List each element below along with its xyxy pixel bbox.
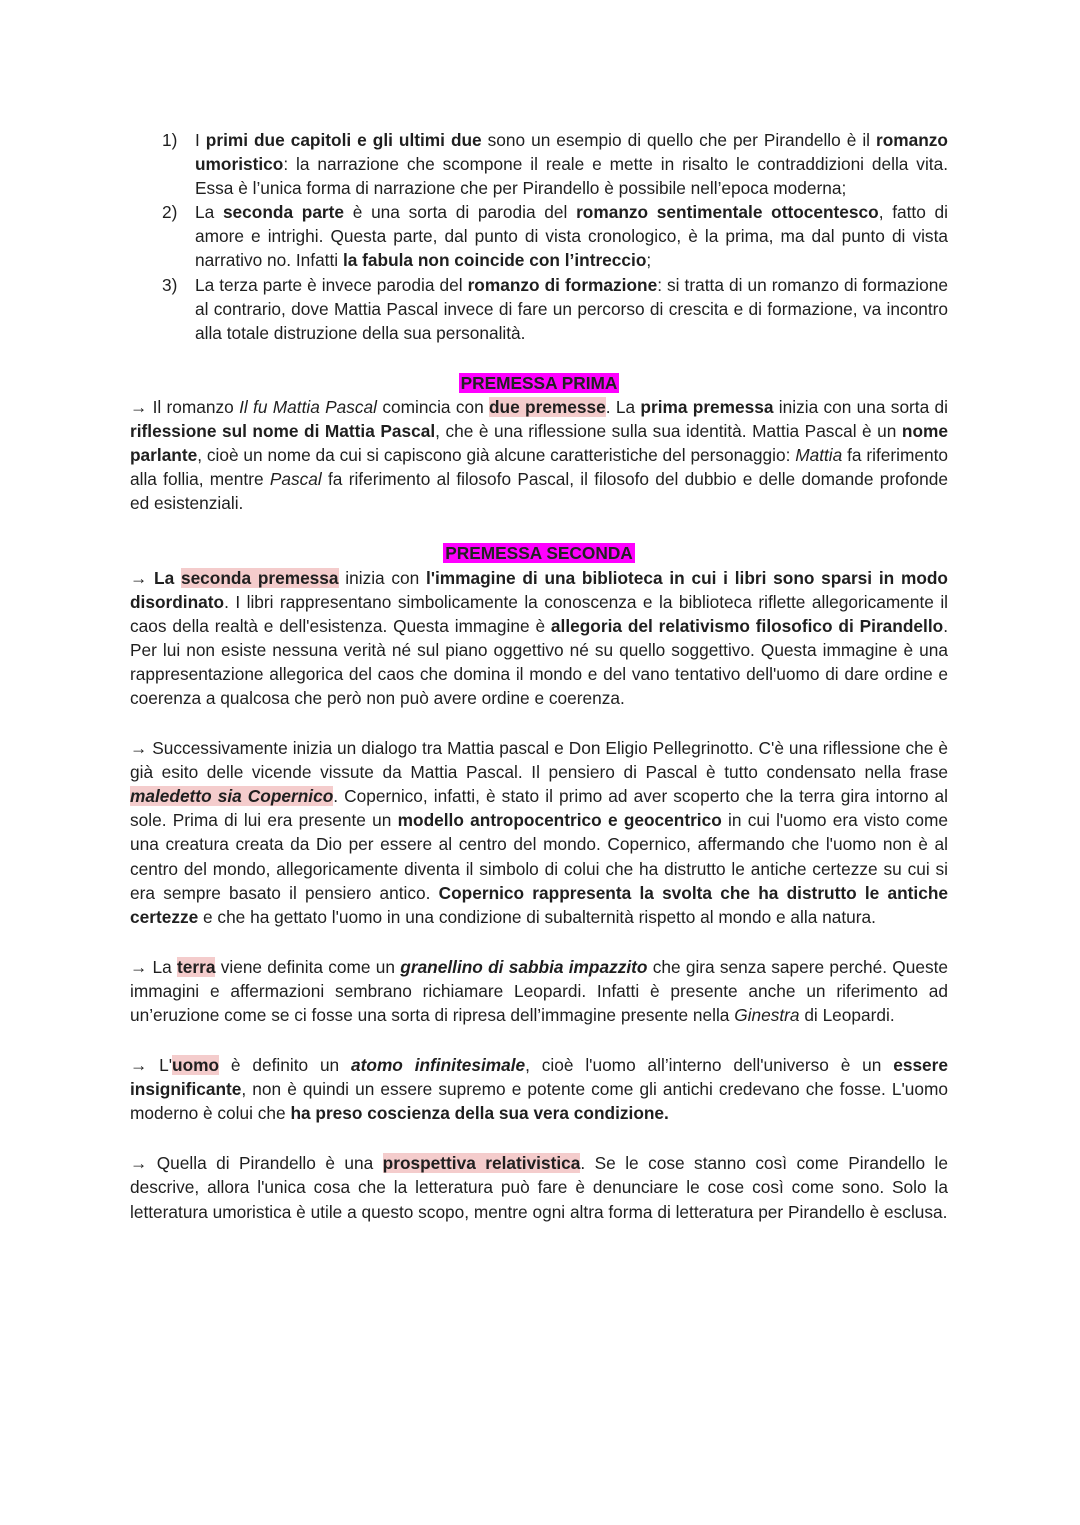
bold-run: ha preso coscienza della sua vera condizione.: [290, 1103, 669, 1124]
bold-run: allegoria del relativismo filosofico di Pirandello: [550, 615, 944, 636]
paragraph: [130, 1151, 948, 1223]
text-run: è una sorta di parodia del: [344, 202, 577, 223]
text-run: , fatto di amore e intrighi. Questa parte, dal punto di vista cronologico, è la prima, ma dal punto di vista narrativo no. Infatti: [195, 202, 949, 271]
text-run: . I libri rappresentano simbolicamente la conoscenza e la biblioteca riflette allegoricamente il caos della realtà e dell'esistenza. Questa immagine è: [130, 591, 948, 636]
bold-run: Copernico rappresenta la svolta che ha distrutto le antiche certezze: [130, 882, 948, 927]
bold-run: romanzo di formazione: [467, 274, 658, 295]
paragraph: [130, 1053, 948, 1125]
bold-run: romanzo umoristico: [195, 130, 948, 175]
highlighted-term: prospettiva relativistica: [382, 1153, 581, 1174]
text-run: . Per lui non esiste nessuna verità né sul piano oggettivo né su quello soggettivo. Questa immagine è una rappresentazione allegorica del caos che domina il mondo e del vano tentativo dell'uomo di dare ordine e coerenza a qualcosa che però non può avere ordine e coerenza.: [130, 615, 948, 708]
text-run: La terza parte è invece parodia del: [195, 274, 468, 295]
italic-run: Mattia: [795, 445, 843, 466]
list-number: 1): [162, 130, 178, 150]
text-run: che gira senza sapere perché. Queste immagini e affermazioni sembrano richiamare Leopardi. Infatti è presente anche un riferimento ad un’eruzione come se ci fosse una sorta di ripresa dell’immagine presente nella: [130, 956, 949, 1025]
section-heading-premessa-prima: [130, 371, 948, 395]
highlighted-term: terra: [177, 956, 216, 977]
text-run: → La: [130, 956, 178, 977]
text-run: : si tratta di un romanzo di formazione al contrario, dove Mattia Pascal invece di fare un percorso di crescita e di formazione, va incontro alla totale distruzione della sua personalità.: [195, 274, 948, 343]
heading-text: PREMESSA SECONDA: [445, 543, 633, 564]
text-run: La: [195, 202, 223, 223]
highlighted-term: seconda premessa: [180, 567, 339, 588]
bold-run: primi due capitoli e gli ultimi due: [205, 130, 482, 150]
list-number: 3): [162, 274, 178, 295]
list-item: [130, 128, 948, 200]
text-run: in cui l'uomo era visto come una creatura creata da Dio per essere al centro del mondo. Copernico, affermando che l'uomo non è al centro del mondo, allegoricamente diventa il simbolo di colui che ha distrutto le antiche certezze su cui si era sempre basato il pensiero antico.: [130, 810, 948, 903]
bold-run: seconda parte: [222, 202, 345, 223]
text-run: comincia con: [377, 396, 489, 417]
text-run: I: [195, 130, 206, 150]
highlighted-term: uomo: [172, 1055, 220, 1076]
bold-run: prima premessa: [640, 396, 774, 417]
bold-italic-run: atomo infinitesimale: [351, 1055, 526, 1076]
highlighted-term: maledetto sia Copernico: [130, 786, 334, 807]
text-run: , cioè l'uomo all’interno dell'universo è un: [525, 1055, 894, 1076]
list-item-text: [195, 202, 948, 270]
text-run: . La: [605, 396, 641, 417]
text-run: → Successivamente inizia un dialogo tra Mattia pascal e Don Eligio Pellegrinotto. C'è una riflessione che è già esito delle vicende vissute da Mattia Pascal. Il pensiero di Pascal è tutto condensato nella frase: [130, 738, 948, 783]
text-run: di Leopardi.: [799, 1005, 895, 1025]
numbered-list: [130, 128, 948, 345]
bold-run: nome parlante: [130, 421, 949, 466]
bold-run: romanzo sentimentale ottocentesco: [576, 202, 879, 223]
paragraph: [130, 395, 948, 515]
text-run: fa riferimento al filosofo Pascal, il filosofo del dubbio e delle domande profonde ed esistenziali.: [130, 469, 948, 514]
bold-run: l'immagine di una biblioteca in cui i libri sono sparsi in modo disordinato: [130, 567, 948, 612]
bold-run: → La: [130, 567, 181, 588]
text-run: e che ha gettato l'uomo in una condizione di subalternità rispetto al mondo e alla natura.: [198, 906, 876, 927]
text-run: , che è una riflessione sulla sua identità. Mattia Pascal è un: [435, 421, 902, 442]
bold-run: la fabula non coincide con l’intreccio: [342, 250, 647, 271]
list-item-text: [195, 130, 948, 198]
text-run: inizia con una sorta di: [773, 396, 948, 417]
highlighted-term: due premesse: [489, 396, 606, 417]
document-page: [130, 128, 948, 1224]
text-run: , non è quindi un essere supremo e potente come gli antichi credevano che fosse. L'uomo moderno è colui che: [130, 1079, 948, 1124]
italic-run: Il fu Mattia Pascal: [239, 396, 378, 417]
text-run: → Quella di Pirandello è una: [130, 1153, 383, 1174]
text-run: . Se le cose stanno così come Pirandello le descrive, allora l'unica cosa che la letteratura può fare è denunciare le cose così come sono. Solo la letteratura umoristica è utile a questo scopo, mentre ogni altra forma di letteratura per Pirandello è esclusa.: [130, 1153, 948, 1222]
paragraph: [130, 955, 948, 1027]
section-heading-premessa-seconda: [130, 541, 948, 565]
list-item: [130, 273, 948, 345]
text-run: → L': [130, 1055, 173, 1076]
text-run: . Copernico, infatti, è stato il primo ad aver scoperto che la terra gira intorno al sole. Prima di lui era presente un: [130, 786, 948, 831]
list-number: 2): [162, 202, 178, 223]
paragraph: [130, 736, 948, 929]
heading-text: PREMESSA PRIMA: [460, 372, 618, 393]
italic-run: Pascal: [269, 469, 322, 490]
text-run: : la narrazione che scompone il reale e mette in risalto le contraddizioni della vita. Essa è l’unica forma di narrazione che per Pirandello è possibile nell’epoca moderna;: [195, 154, 948, 199]
list-item-text: [195, 275, 948, 343]
bold-run: essere insignificante: [130, 1055, 948, 1100]
italic-run: Ginestra: [734, 1005, 800, 1025]
text-run: sono un esempio di quello che per Pirandello è il: [481, 130, 876, 150]
bold-run: riflessione sul nome di Mattia Pascal: [130, 421, 436, 442]
paragraph: [130, 566, 948, 711]
text-run: viene definita come un: [215, 956, 401, 977]
text-run: ;: [646, 250, 652, 271]
text-run: → Il romanzo: [130, 396, 240, 417]
text-run: , cioè un nome da cui si capiscono già alcune caratteristiche del personaggio:: [197, 445, 796, 466]
text-run: inizia con: [338, 567, 427, 588]
bold-italic-run: granellino di sabbia impazzito: [400, 956, 648, 977]
text-run: è definito un: [219, 1055, 352, 1076]
text-run: fa riferimento alla follia, mentre: [130, 445, 948, 490]
bold-run: modello antropocentrico e geocentrico: [397, 810, 722, 831]
list-item: [130, 200, 948, 272]
